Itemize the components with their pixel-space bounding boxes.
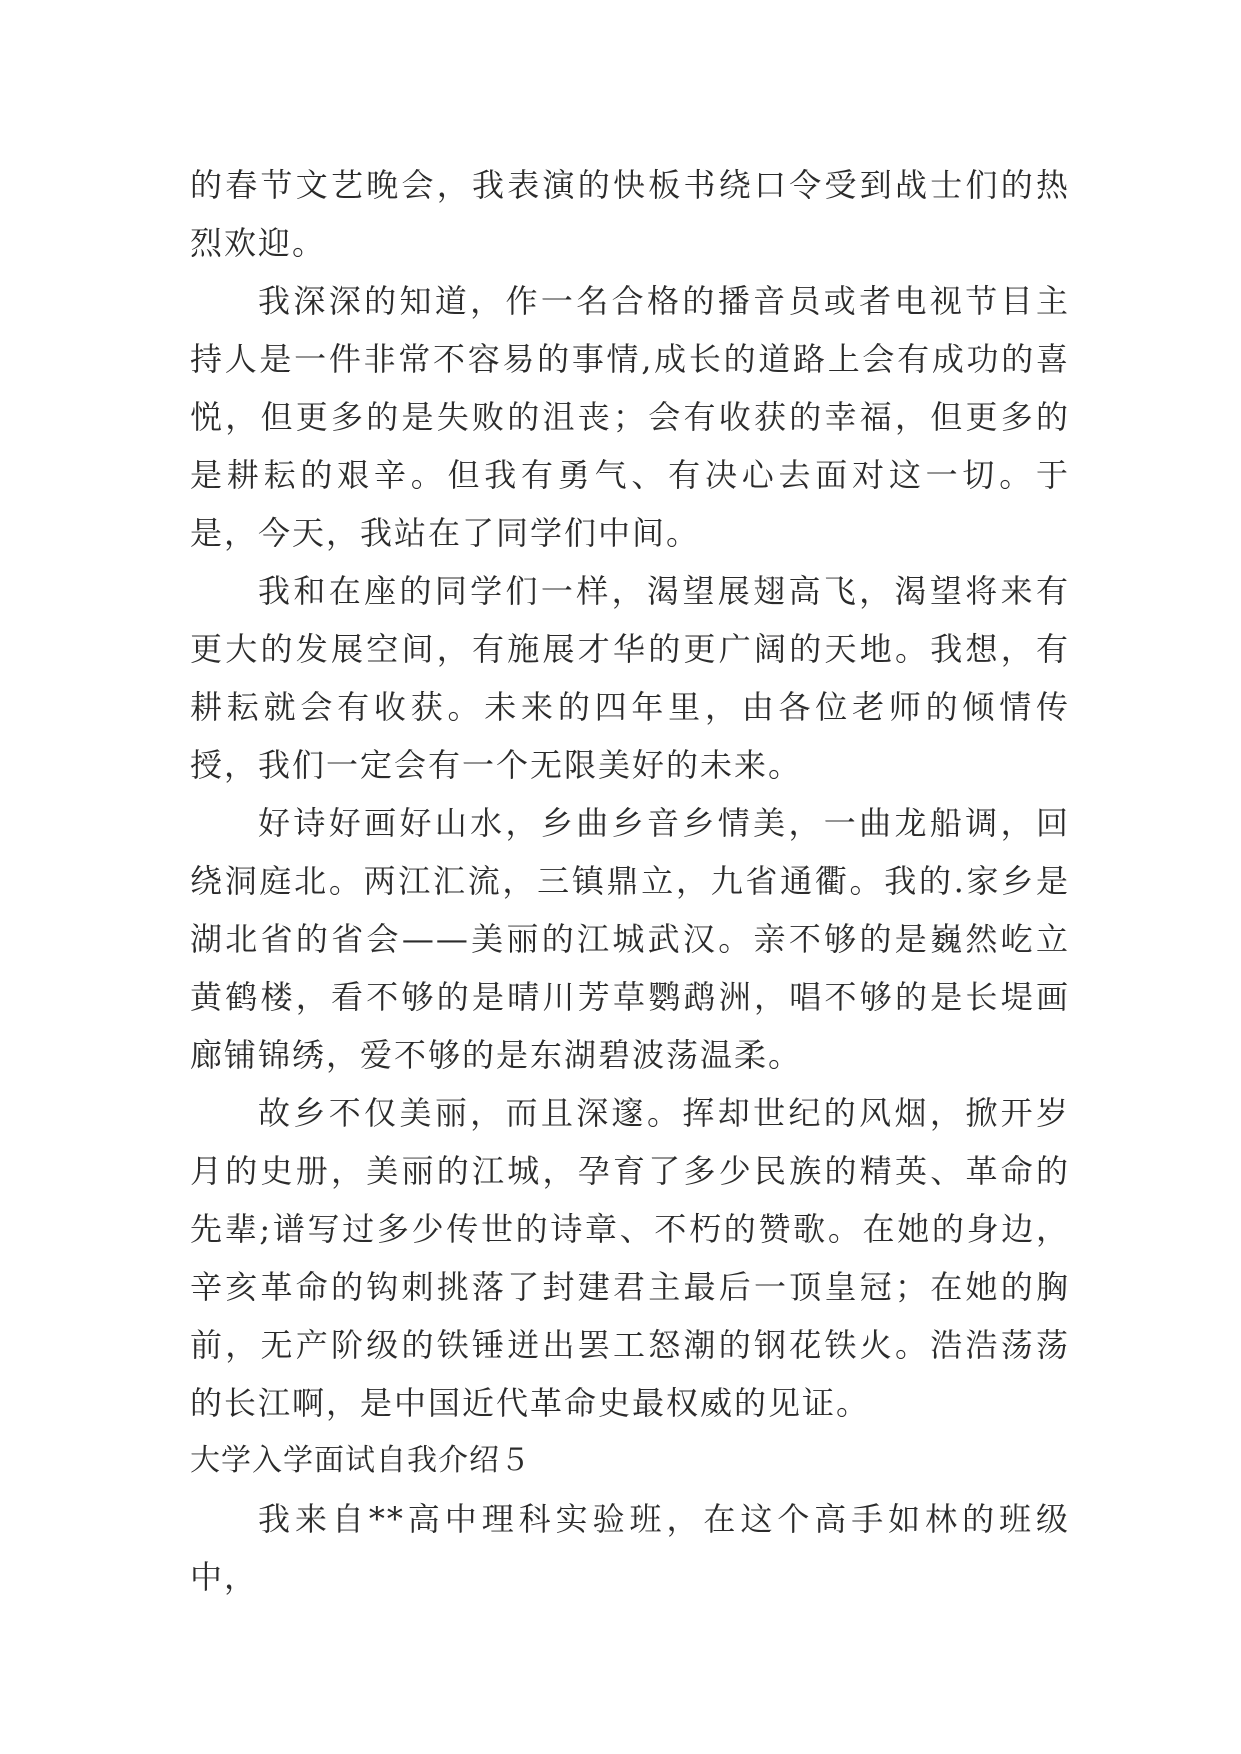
paragraph-3: 我和在座的同学们一样，渴望展翅高飞，渴望将来有更大的发展空间，有施展才华的更广阔的天地。我想，有耕耘就会有收获。未来的四年里，由各位老师的倾情传授，我们一定会有一个无限美好的未来。 [190, 572, 1070, 784]
paragraph-2: 我深深的知道，作一名合格的播音员或者电视节目主持人是一件非常不容易的事情,成长的道路上会有成功的喜悦，但更多的是失败的沮丧；会有收获的幸福，但更多的是耕耘的艰辛。但我有勇气、有决心去面对这一切。于是，今天，我站在了同学们中间。 [190, 282, 1070, 552]
paragraph-4: 好诗好画好山水，乡曲乡音乡情美，一曲龙船调，回绕洞庭北。两江汇流，三镇鼎立，九省通衢。我的.家乡是湖北省的省会——美丽的江城武汉。亲不够的是巍然屹立黄鹤楼，看不够的是晴川芳草鹦鹉洲，唱不够的是长堤画廊铺锦绣，爱不够的是东湖碧波荡温柔。 [190, 804, 1070, 1074]
section-paragraph-1: 我来自**高中理科实验班，在这个高手如林的班级中， [190, 1500, 1070, 1596]
paragraph-5: 故乡不仅美丽，而且深邃。挥却世纪的风烟，掀开岁月的史册，美丽的江城，孕育了多少民族的精英、革命的先辈;谱写过多少传世的诗章、不朽的赞歌。在她的身边，辛亥革命的钩刺挑落了封建君主最后一顶皇冠；在她的胸前，无产阶级的铁锤迸出罢工怒潮的钢花铁火。浩浩荡荡的长江啊，是中国近代革命史最权威的见证。 [190, 1094, 1070, 1422]
section-heading: 大学入学面试自我介绍５ [190, 1443, 531, 1478]
document-body [190, 156, 1070, 1606]
paragraph-1: 的春节文艺晚会，我表演的快板书绕口令受到战士们的热烈欢迎。 [190, 166, 1070, 262]
